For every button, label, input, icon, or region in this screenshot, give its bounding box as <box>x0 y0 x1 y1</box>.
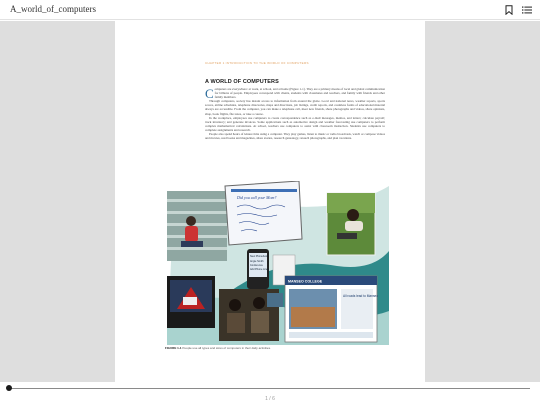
paragraph: Computers are everywhere: at work, at school, and at home (Figure 1-1). They are a primary means of local and global communication for billions of people. Employees correspond with clients, students with classmates and teachers, and family with friends and other family members. <box>205 86 385 101</box>
svg-text:Add Phone Lines: Add Phone Lines <box>250 268 270 271</box>
photo-woman-laptop <box>327 193 375 255</box>
photo-tablet-screen <box>225 181 302 245</box>
photo-student-stairs <box>167 191 227 261</box>
svg-text:All roads lead to Manseo: All roads lead to Manseo <box>343 294 379 298</box>
figure-collage-image <box>167 181 389 345</box>
document-viewer[interactable] <box>0 21 540 382</box>
svg-text:Angie Smith: Angie Smith <box>250 260 264 263</box>
figure-caption: FIGURE 1-1 People use all types and sizes of computers in their daily activities. <box>165 346 271 350</box>
document-page <box>115 21 425 382</box>
svg-text:MANSEO COLLEGE: MANSEO COLLEGE <box>288 279 323 284</box>
section-heading: A WORLD OF COMPUTERS <box>205 79 279 85</box>
page-indicator: 1 / 6 <box>265 396 275 402</box>
svg-text:Did you call your Mom?: Did you call your Mom? <box>237 195 277 200</box>
photo-family-computer <box>219 289 283 341</box>
chapter-running-head: CHAPTER 1 INTRODUCTION TO THE WORLD OF COMPUTERS <box>205 61 309 65</box>
document-title: A_world_of_computers <box>10 4 96 14</box>
paragraph: Through computers, society has instant access to information from around the globe. Local and national news, weather reports, sports scores, airline schedules, telephone directories, maps and directions, job listings, credit reports, and countless forms of educational material always are accessible. From the computer, you can make a telephone call, meet new friends, share photographs and videos, share opinions, shop, book flights, file taxes, or take a course. <box>205 99 385 116</box>
paragraph: In the workplace, employees use computers to create correspondence such as e-mail messages, memos, and letters; calculate payroll; track inventory; and generate invoices. Some applications such as automotive design and weather forecasting use computers to perform complex mathematical calculations. At school, teachers use computers to assist with classroom instruction. Students use computers to complete assignments and research. <box>205 115 385 132</box>
page-progress-slider-handle[interactable] <box>6 385 12 391</box>
bookmark-icon[interactable] <box>503 4 515 16</box>
table-of-contents-icon[interactable] <box>521 4 533 16</box>
paragraph: People also spend hours of leisure time using a computer. They play games, listen to music or radio broadcasts, watch or compose videos and movies, read books and magazines, share stories, research genealogy, retouch photographs, and plan vacations. <box>205 132 385 141</box>
page-progress-track[interactable] <box>9 388 530 389</box>
body-text <box>205 87 385 140</box>
photo-college-website <box>285 276 378 342</box>
photo-gaming-tv <box>167 276 215 328</box>
svg-text:New Phonebook: New Phonebook <box>250 255 269 258</box>
top-bar <box>0 0 540 20</box>
svg-text:Conference: Conference <box>250 264 263 267</box>
drop-cap: C <box>205 86 214 101</box>
